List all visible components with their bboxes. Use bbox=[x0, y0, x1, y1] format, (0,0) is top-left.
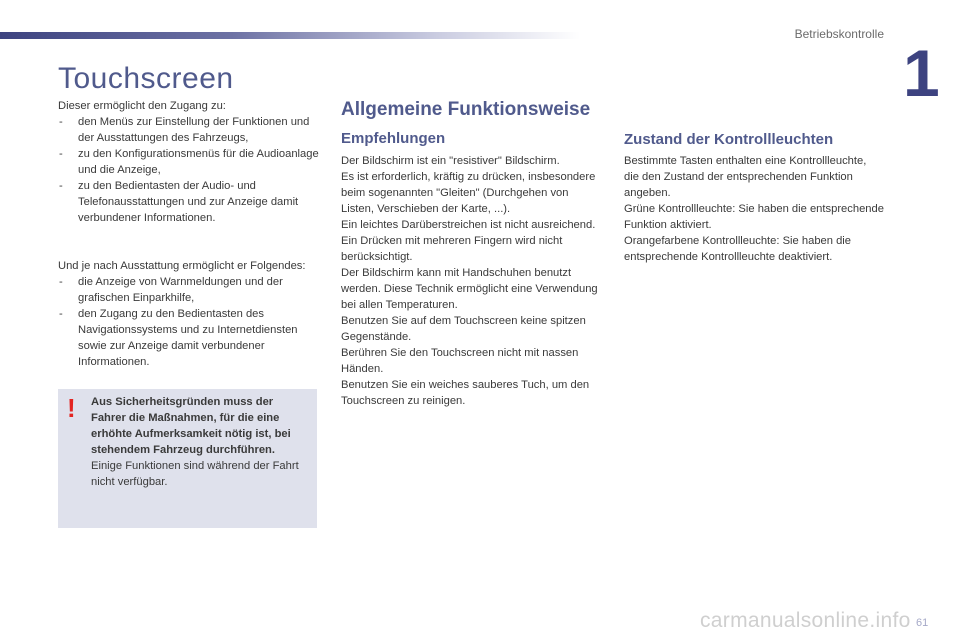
paragraph: Es ist erforderlich, kräftig zu drücken, insbesondere beim sogenannten "Gleiten" (Durchgehen von Listen, Verschieben der Karte, ...). bbox=[341, 171, 596, 215]
paragraph: Berühren Sie den Touchscreen nicht mit nassen Händen. bbox=[341, 347, 579, 375]
intro-text: Dieser ermöglicht den Zugang zu: bbox=[58, 100, 226, 112]
list-item: - den Menüs zur Einstellung der Funktionen und der Ausstattungen des Fahrzeugs, bbox=[58, 114, 320, 146]
paragraph: Benutzen Sie ein weiches sauberes Tuch, um den Touchscreen zu reinigen. bbox=[341, 379, 590, 407]
intro-list bbox=[58, 114, 320, 226]
paragraph: Benutzen Sie auf dem Touchscreen keine spitzen Gegenstände. bbox=[341, 315, 586, 343]
header-accent-bar bbox=[0, 32, 580, 39]
recommendations-heading: Empfehlungen bbox=[341, 130, 446, 147]
exclamation-icon: ! bbox=[67, 393, 76, 423]
recommendations-text bbox=[341, 153, 603, 409]
warning-text: Einige Funktionen sind während der Fahrt nicht verfügbar. bbox=[91, 460, 299, 488]
indicators-text bbox=[624, 153, 884, 265]
list-item: - den Zugang zu den Bedientasten des Navigationssystems und zu Internetdiensten sowie zur Anzeige damit verbundener Informationen. bbox=[58, 306, 320, 370]
page-number: 61 bbox=[916, 617, 929, 629]
general-heading: Allgemeine Funktionsweise bbox=[341, 99, 591, 120]
warning-bold-text: Aus Sicherheitsgründen muss der Fahrer die Maßnahmen, für die eine erhöhte Aufmerksamkeit nötig ist, bei stehendem Fahrzeug durchführen. bbox=[91, 396, 291, 456]
equipment-list bbox=[58, 274, 320, 370]
paragraph: Ein leichtes Darüberstreichen ist nicht ausreichend. bbox=[341, 219, 596, 231]
chapter-number: 1 bbox=[903, 36, 938, 110]
paragraph: Ein Drücken mit mehreren Fingern wird nicht berücksichtigt. bbox=[341, 235, 563, 263]
paragraph: Grüne Kontrollleuchte: Sie haben die entsprechende Funktion aktiviert. bbox=[624, 203, 884, 231]
paragraph: Orangefarbene Kontrollleuchte: Sie haben die entsprechende Kontrollleuchte deaktiviert. bbox=[624, 235, 852, 263]
paragraph: Der Bildschirm kann mit Handschuhen benutzt werden. Diese Technik ermöglicht eine Verwendung bei allen Temperaturen. bbox=[341, 267, 598, 311]
paragraph: Der Bildschirm ist ein "resistiver" Bildschirm. bbox=[341, 155, 560, 167]
indicators-heading: Zustand der Kontrollleuchten bbox=[624, 131, 834, 148]
second-intro-text: Und je nach Ausstattung ermöglicht er Folgendes: bbox=[58, 260, 306, 272]
watermark: carmanualsonline.info bbox=[700, 609, 911, 632]
list-item: - zu den Bedientasten der Audio- und Telefonausstattungen und zur Anzeige damit verbundener Informationen. bbox=[58, 178, 320, 226]
page-title: Touchscreen bbox=[58, 62, 234, 95]
paragraph: Bestimmte Tasten enthalten eine Kontrollleuchte, die den Zustand der entsprechenden Funktion angeben. bbox=[624, 155, 867, 199]
list-item: - zu den Konfigurationsmenüs für die Audioanlage und die Anzeige, bbox=[58, 146, 320, 178]
section-label: Betriebskontrolle bbox=[794, 27, 884, 41]
left-column bbox=[58, 98, 320, 370]
list-item: - die Anzeige von Warnmeldungen und der grafischen Einparkhilfe, bbox=[58, 274, 320, 306]
safety-warning-box bbox=[58, 389, 317, 528]
